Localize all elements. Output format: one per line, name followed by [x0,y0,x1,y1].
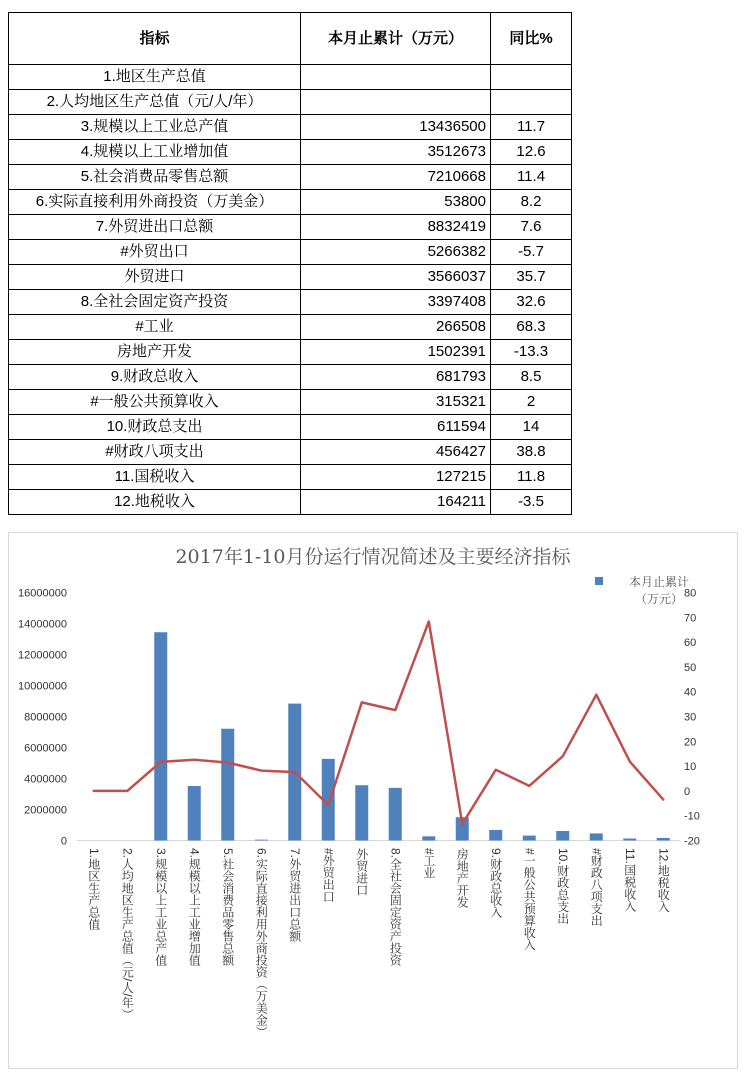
table-row [9,140,572,165]
y2-axis-tick-label: -20 [684,835,700,848]
indicator-cell: 7.外贸进出口总额 [9,215,301,240]
y-axis-tick-label: 16000000 [18,587,67,600]
bar [422,836,435,840]
x-axis-category-label: 3.规模以上工业总产值 [153,848,168,967]
indicator-cell: 外贸进口 [9,265,301,290]
x-axis-category-label: 1.地区生产总值 [86,848,101,931]
x-axis-category-label: 11.国税收入 [622,848,637,912]
y2-axis-tick-label: 20 [684,736,697,749]
bar [489,830,502,841]
yoy-cell: 8.2 [491,190,572,215]
cumulative-cell: 127215 [301,465,491,490]
table-row [9,365,572,390]
table-row [9,190,572,215]
x-axis-category-label: 8.全社会固定资产投资 [388,848,403,967]
indicator-cell: 9.财政总收入 [9,365,301,390]
indicator-cell: 1.地区生产总值 [9,65,301,90]
indicator-cell: 5.社会消费品零售总额 [9,165,301,190]
table-row [9,65,572,90]
x-axis-category-label: #工业 [421,848,436,879]
indicator-cell: 12.地税收入 [9,490,301,515]
bar [623,839,636,841]
cumulative-cell [301,90,491,115]
yoy-cell: -3.5 [491,490,572,515]
cumulative-cell: 3397408 [301,290,491,315]
x-axis-category-label: 外贸进口 [354,848,369,896]
indicator-cell: #工业 [9,315,301,340]
y2-axis-tick-label: 40 [684,686,697,699]
bar [255,840,268,841]
x-axis-category-label: 9.财政总收入 [488,848,503,919]
indicator-cell: 6.实际直接利用外商投资（万美金） [9,190,301,215]
indicator-cell: 8.全社会固定资产投资 [9,290,301,315]
bar [556,831,569,840]
chart-frame [8,532,738,1069]
y2-axis-tick-label: 70 [684,612,697,625]
y-axis-tick-label: 12000000 [18,649,67,662]
indicator-cell: 11.国税收入 [9,465,301,490]
y-axis-tick-label: 14000000 [18,618,67,631]
cumulative-cell: 13436500 [301,115,491,140]
y2-axis-tick-label: 30 [684,711,697,724]
cumulative-cell: 8832419 [301,215,491,240]
indicator-cell: 4.规模以上工业增加值 [9,140,301,165]
table-row [9,165,572,190]
yoy-cell: -13.3 [491,340,572,365]
table-row [9,90,572,115]
chart-title: 2017年1-10月份运行情况简述及主要经济指标 [175,546,571,568]
bar [657,838,670,841]
table-row [9,265,572,290]
yoy-cell: 11.4 [491,165,572,190]
yoy-cell: 68.3 [491,315,572,340]
yoy-cell: 11.7 [491,115,572,140]
yoy-cell: 35.7 [491,265,572,290]
yoy-cell: 2 [491,390,572,415]
yoy-cell: 38.8 [491,440,572,465]
table-row [9,340,572,365]
yoy-cell: 12.6 [491,140,572,165]
x-axis-category-label: 房地产开发 [455,848,470,908]
y2-axis-tick-label: 50 [684,661,697,674]
indicator-cell: 房地产开发 [9,340,301,365]
bar [389,788,402,841]
indicator-cell: 2.人均地区生产总值（元/人/年） [9,90,301,115]
x-axis-category-label: 6.实际直接利用外商投资（万美金） [254,848,269,1039]
cumulative-cell: 266508 [301,315,491,340]
cumulative-cell: 7210668 [301,165,491,190]
table-body [9,65,572,515]
x-axis-category-label: #财政八项支出 [589,848,604,927]
yoy-cell: -5.7 [491,240,572,265]
yoy-cell: 8.5 [491,365,572,390]
header-indicator: 指标 [9,13,301,65]
y2-axis-tick-label: 60 [684,637,697,650]
y-axis-tick-label: 6000000 [24,742,67,755]
table-row [9,490,572,515]
cumulative-cell: 681793 [301,365,491,390]
x-axis-category-label: 10.财政总支出 [555,848,570,925]
bar [154,632,167,840]
indicator-cell: 3.规模以上工业总产值 [9,115,301,140]
y-axis-tick-label: 0 [60,835,67,848]
x-axis-category-label: 2.人均地区生产总值（元/人/年） [120,848,135,1021]
cumulative-cell: 315321 [301,390,491,415]
cumulative-cell: 164211 [301,490,491,515]
table-row [9,290,572,315]
indicator-table [8,12,572,515]
table-header-row [9,13,572,65]
table-row [9,465,572,490]
x-axis-category-label: 7.外贸进出口总额 [287,848,302,943]
cumulative-cell [301,65,491,90]
indicator-cell: #外贸出口 [9,240,301,265]
x-axis-category-label: 12.地税收入 [656,848,671,913]
y2-axis-tick-label: 0 [684,785,691,798]
yoy-cell: 11.8 [491,465,572,490]
cumulative-cell: 53800 [301,190,491,215]
yoy-cell [491,90,572,115]
bar [355,785,368,840]
cumulative-cell: 611594 [301,415,491,440]
table-row [9,240,572,265]
bar [188,786,201,840]
x-axis-category-label: 5.社会消费品零售总额 [220,848,235,967]
header-yoy: 同比% [491,13,572,65]
cumulative-cell: 3566037 [301,265,491,290]
bar [523,836,536,841]
yoy-series-line [94,622,664,824]
indicator-cell: 10.财政总支出 [9,415,301,440]
bar [221,729,234,841]
yoy-cell [491,65,572,90]
table-row [9,315,572,340]
y2-axis-tick-label: 10 [684,761,697,774]
cumulative-cell: 5266382 [301,240,491,265]
y2-axis-tick-label: 80 [684,587,697,600]
table-row [9,415,572,440]
yoy-cell: 14 [491,415,572,440]
x-axis-category-label: 4.规模以上工业增加值 [187,848,202,967]
yoy-cell: 32.6 [491,290,572,315]
table-row [9,115,572,140]
x-axis-category-label: #外贸出口 [321,848,336,903]
y-axis-tick-label: 2000000 [24,804,67,817]
x-axis-category-label: #一般公共预算收入 [522,848,537,951]
indicator-cell: #一般公共预算收入 [9,390,301,415]
table-row [9,390,572,415]
y-axis-tick-label: 4000000 [24,773,67,786]
legend-label-bar: 本月止累计（万元） [628,575,689,606]
cumulative-cell: 456427 [301,440,491,465]
header-cumulative: 本月止累计（万元） [301,13,491,65]
y-axis-tick-label: 10000000 [18,680,67,693]
table-row [9,215,572,240]
y-axis-tick-label: 8000000 [24,711,67,724]
table-row [9,440,572,465]
cumulative-cell: 3512673 [301,140,491,165]
bar [590,833,603,840]
indicator-cell: #财政八项支出 [9,440,301,465]
cumulative-cell: 1502391 [301,340,491,365]
y2-axis-tick-label: -10 [684,810,700,823]
yoy-cell: 7.6 [491,215,572,240]
